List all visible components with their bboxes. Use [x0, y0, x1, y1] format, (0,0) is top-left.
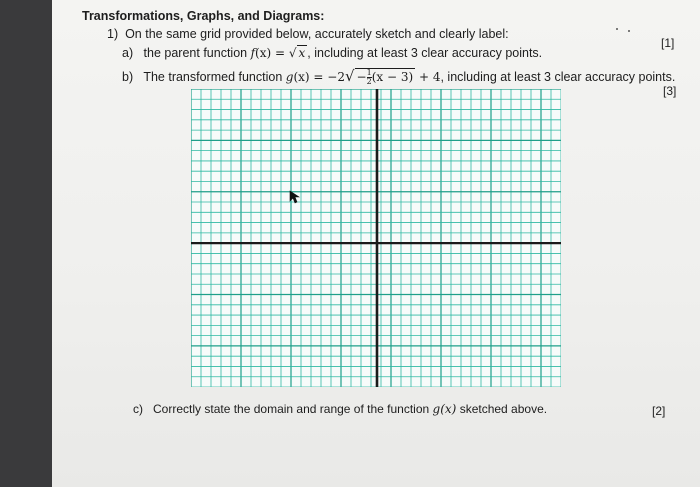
part-a-letter: a) [122, 46, 134, 60]
fraction-denominator: 2 [366, 77, 372, 86]
part-c-letter: c) [133, 402, 143, 416]
section-title: Transformations, Graphs, and Diagrams: [82, 9, 325, 23]
radicand-prefix: − [356, 70, 367, 84]
part-b [122, 67, 675, 86]
part-a-func-name: f [250, 46, 256, 60]
part-b-marks: [3] [663, 84, 677, 98]
part-a-marks: [1] [661, 36, 675, 50]
part-a-text: the parent function [143, 46, 248, 60]
part-b-radicand [355, 68, 416, 86]
question-number: 1) [107, 27, 119, 41]
part-b-func-arg: (x) = −2 [293, 70, 345, 84]
sqrt-symbol: √ [288, 46, 297, 60]
part-b-letter: b) [122, 70, 134, 84]
question-1 [107, 27, 509, 41]
part-b-text-after: , including at least 3 clear accuracy points. [440, 70, 676, 84]
paper-speck [616, 28, 618, 30]
part-c-text: Correctly state the domain and range of the function [153, 402, 430, 416]
mouse-cursor-icon [289, 190, 301, 204]
part-c-marks: [2] [652, 404, 666, 418]
radicand-suffix: (x − 3) [371, 70, 414, 84]
part-a-text-after: , including at least 3 clear accuracy points. [307, 46, 543, 60]
part-a-radicand: x [298, 46, 306, 60]
part-c-text-after: sketched above. [459, 402, 548, 416]
sqrt-symbol: √ [344, 67, 355, 85]
question-prompt: On the same grid provided below, accurately sketch and clearly label: [125, 27, 509, 41]
part-c-func: g(x) [432, 402, 457, 416]
part-a-func-arg: (x) = [255, 46, 289, 60]
part-b-text: The transformed function [143, 70, 283, 84]
part-c [133, 402, 547, 416]
paper-speck [628, 30, 630, 32]
fraction-numerator: 1 [366, 68, 372, 77]
graph-grid [191, 89, 561, 387]
part-b-func-name: g [285, 70, 294, 84]
part-b-after-root: + 4 [415, 70, 441, 84]
part-a [122, 45, 542, 60]
